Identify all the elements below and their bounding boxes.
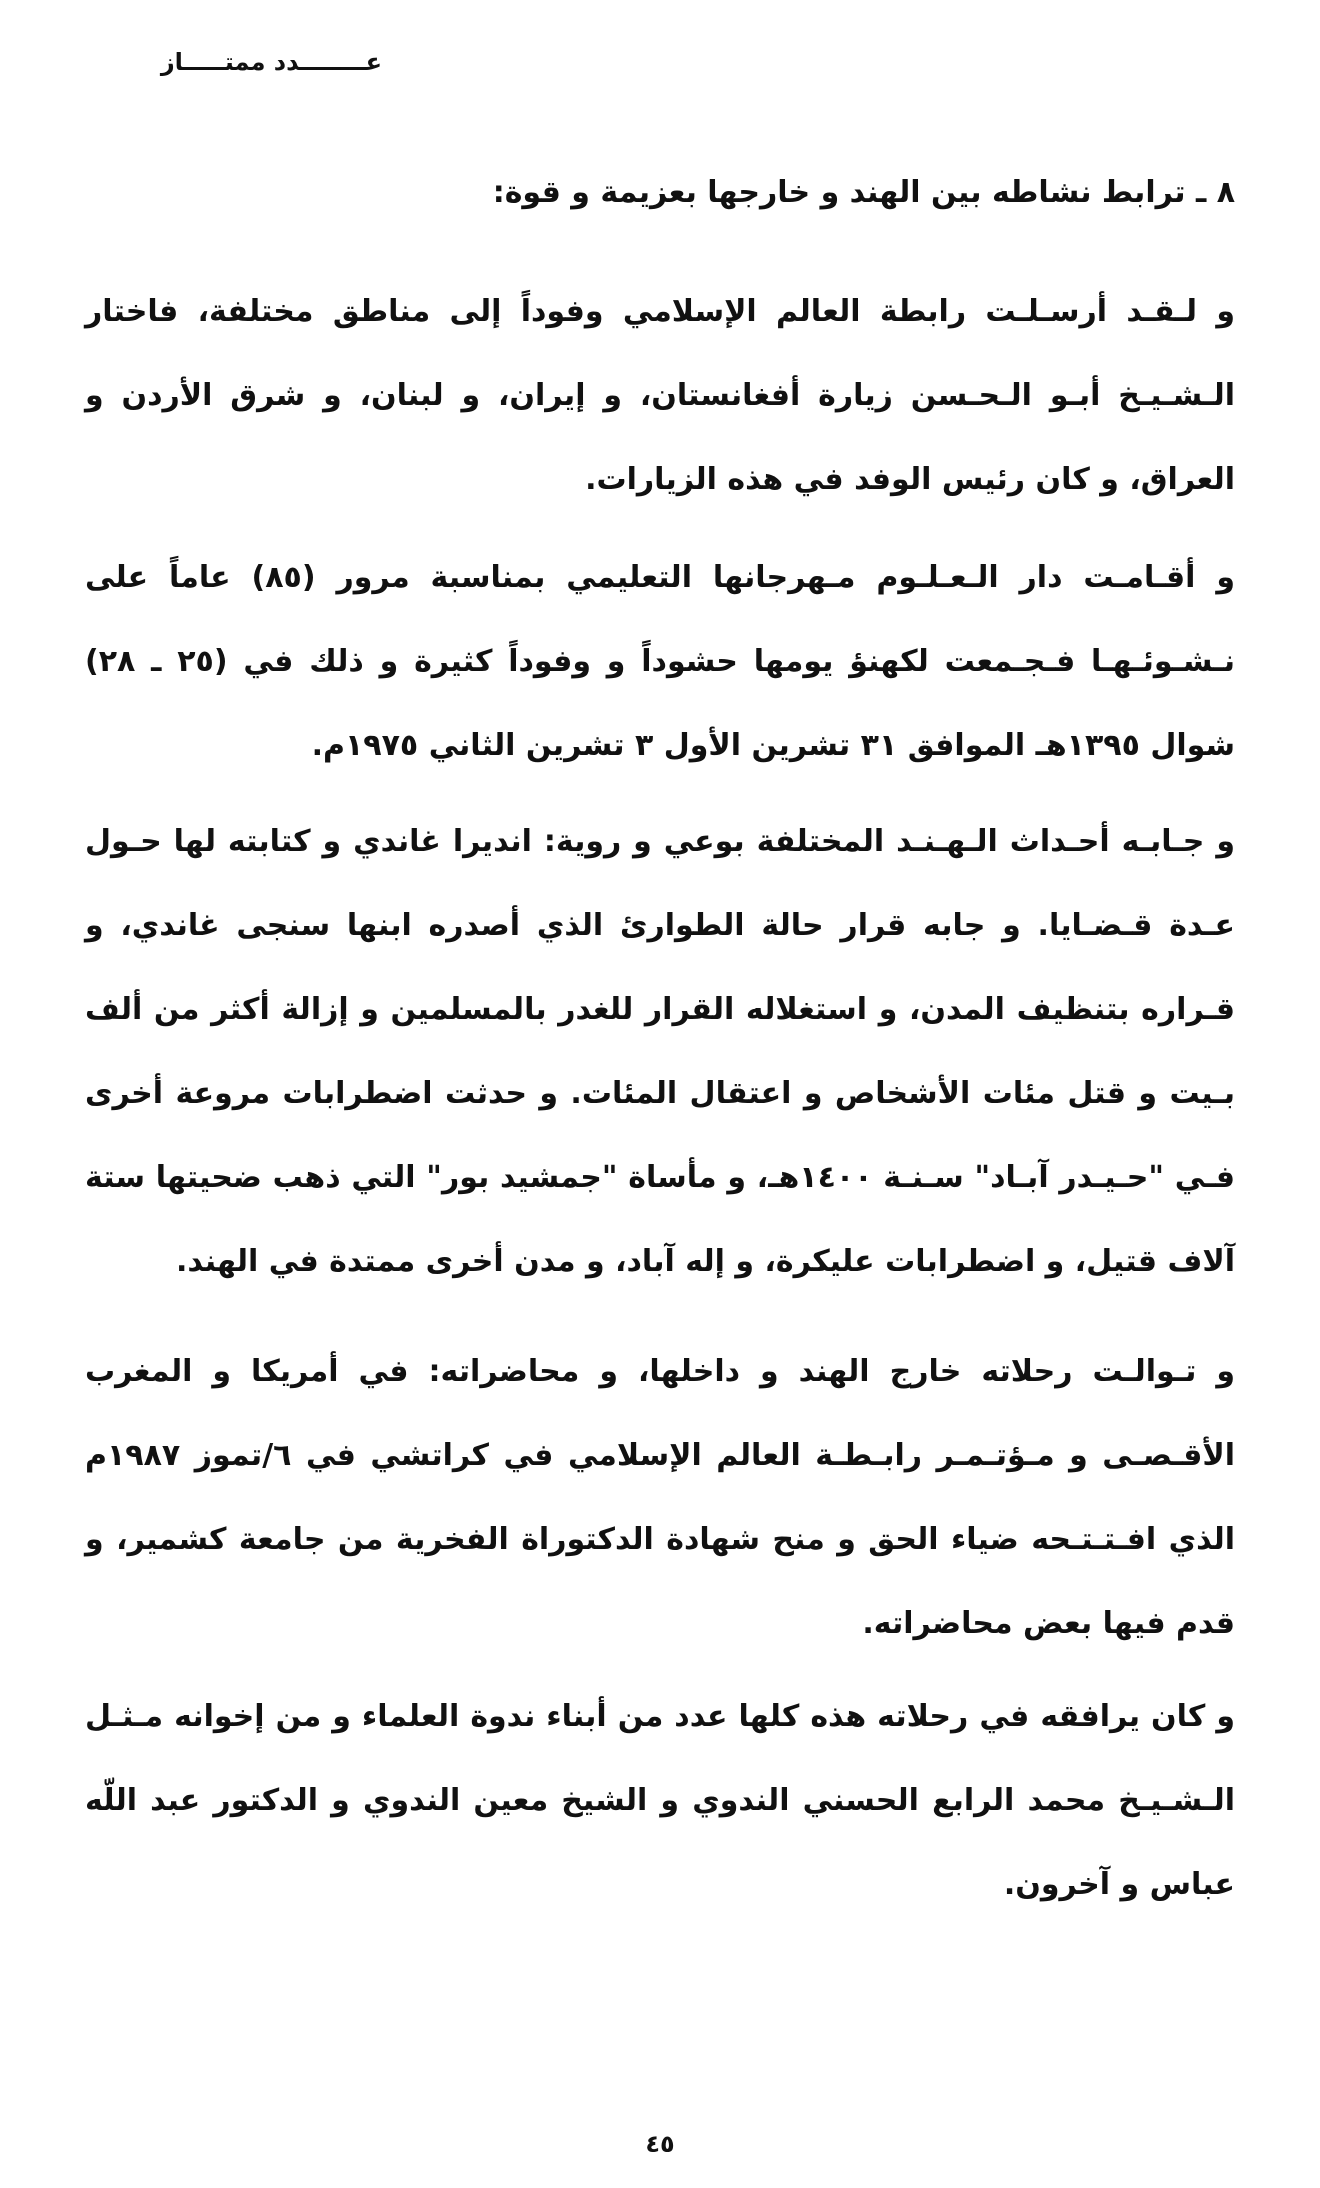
paragraph-delegations: و لـقـد أرسـلـت رابطة العالم الإسلامي وفوداً إلى مناطق مختلفة، فاختار الـشـيـخ أبـو الـحـسن زيارة أفغانستان، و إيران، و لبنان، و شرق الأردن و العراق، و كان رئيس الوفد في هذه الزيارات. [85,294,1235,497]
paragraph-india-events: و جـابـه أحـداث الـهـنـد المختلفة بوعي و روية: انديرا غاندي و كتابته لها حـول عـدة قـضـايا. و جابه قرار حالة الطوارئ الذي أصدره ابنها سنجى غاندي، و قـراره بتنظيف المدن، و استغلاله القرار للغدر بالمسلمين و إزالة أكثر من ألف بـيت و قتل مئات الأشخاص و اعتقال المئات. و حدثت اضطرابات مروعة أخرى فـي "حـيـدر آبـاد" سـنـة ١٤٠٠هـ، و مأساة "جمشيد بور" التي ذهب ضحيتها ستة آلاف قتيل، و اضطرابات عليكرة، و إله آباد، و مدن أخرى ممتدة في الهند. [85,824,1236,1279]
page-number: ٤٥ [645,2130,675,2158]
paragraph-companions: و كان يرافقه في رحلاته هذه كلها عدد من أبناء ندوة العلماء و من إخوانه مـثـل الـشـيـخ محمد الرابع الحسني الندوي و الشيخ معين الندوي و الدكتور عبد اللّه عباس و آخرون. [85,1699,1235,1902]
running-header: عــــــــدد ممتـــــاز [160,48,382,76]
section-heading: ٨ ـ ترابط نشاطه بين الهند و خارجها بعزيمة و قوة: [492,175,1235,210]
paragraph-travels-lectures: و تـوالـت رحلاته خارج الهند و داخلها، و محاضراته: في أمريكا و المغرب الأقـصـى و مـؤتـمـر رابـطـة العالم الإسلامي في كراتشي في ٦/تموز ١٩٨٧م الذي افـتـتـحه ضياء الحق و منح شهادة الدكتوراة الفخرية من جامعة كشمير، و قدم فيها بعض محاضراته. [85,1354,1235,1641]
paragraph-dar-al-uloom-festival: و أقـامـت دار الـعـلـوم مـهرجانها التعليمي بمناسبة مرور (٨٥) عاماً على نـشـوئـهـا فـجـمعت لكهنؤ يومها حشوداً و وفوداً كثيرة و ذلك في (٢٥ ـ ٢٨) شوال ١٣٩٥هـ الموافق ٣١ تشرين الأول ٣ تشرين الثاني ١٩٧٥م. [85,560,1235,763]
